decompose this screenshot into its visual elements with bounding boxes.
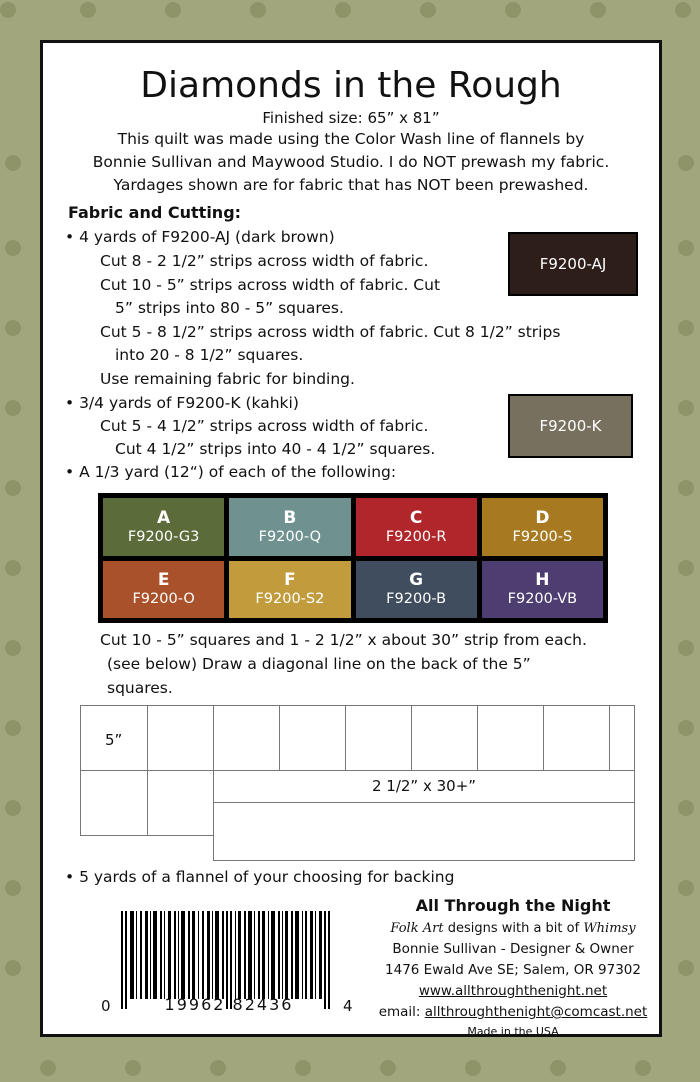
- email-link[interactable]: allthroughthenight@comcast.net: [424, 1004, 648, 1020]
- intro-line-3: Yardages shown are for fabric that has NOT been prewashed.: [113, 176, 589, 194]
- swatch-letter: E: [157, 570, 170, 591]
- swatch-letter: G: [409, 570, 424, 591]
- fabric1-line: Cut 8 - 2 1/2” strips across width of fabric.: [100, 252, 429, 270]
- fabric1-line: Cut 5 - 8 1/2” strips across width of fabric. Cut 8 1/2” strips: [100, 323, 561, 341]
- intro-line-1: This quilt was made using the Color Wash line of flannels by: [117, 130, 585, 148]
- email-line: [378, 1004, 648, 1020]
- swatch-cell: [482, 561, 603, 619]
- swatch-code: F9200-S2: [255, 591, 325, 608]
- swatch-cell: [356, 498, 477, 556]
- pattern-card: [40, 40, 662, 1037]
- swatch-letter: D: [535, 507, 550, 528]
- designer-line: Bonnie Sullivan - Designer & Owner: [392, 941, 634, 957]
- fabric1-line: 5” strips into 80 - 5” squares.: [115, 299, 344, 317]
- strip-size-label: 2 1/2” x 30+”: [371, 777, 477, 795]
- fabric-swatch-grid: [98, 493, 608, 623]
- barcode-left-digit: 0: [101, 997, 111, 1015]
- swatch-cell: [229, 561, 350, 619]
- fabric1-line: Cut 10 - 5” strips across width of fabric. Cut: [100, 276, 441, 294]
- finished-size: Finished size: 65” x 81”: [262, 109, 440, 127]
- fabric2-head: • 3/4 yards of F9200-K (kahki): [65, 394, 299, 412]
- swatch-letter: C: [409, 507, 423, 528]
- barcode-number: 19962 82436: [164, 995, 294, 1014]
- swatch-letter: A: [157, 507, 171, 528]
- swatch-code: F9200-R: [385, 528, 447, 545]
- fabric1-head: • 4 yards of F9200-AJ (dark brown): [65, 228, 335, 246]
- swatch-letter: F: [284, 570, 296, 591]
- swatch-cell: [229, 498, 350, 556]
- made-in-usa: Made in the USA: [467, 1025, 559, 1038]
- website-link[interactable]: www.allthroughthenight.net: [418, 983, 608, 999]
- fabric3-head: • A 1/3 yard (12“) of each of the following:: [65, 463, 397, 481]
- backing-note: • 5 yards of a flannel of your choosing for backing: [65, 868, 455, 886]
- swatch-code: F9200-B: [386, 591, 447, 608]
- swatch-code: F9200-Q: [258, 528, 322, 545]
- intro-line-2: Bonnie Sullivan and Maywood Studio. I do NOT prewash my fabric.: [92, 153, 610, 171]
- swatch-f9200-aj: F9200-AJ: [508, 232, 638, 296]
- swatch-code: F9200-S: [512, 528, 573, 545]
- fabric1-line: Use remaining fabric for binding.: [100, 370, 355, 388]
- swatch-cell: [103, 561, 224, 619]
- barcode-right-digit: 4: [343, 997, 353, 1015]
- swatch-f9200-k: F9200-K: [508, 394, 633, 458]
- cut-note-line: squares.: [107, 679, 173, 697]
- swatch-code: F9200-O: [132, 591, 195, 608]
- swatch-cell: [482, 498, 603, 556]
- swatch-letter: B: [283, 507, 297, 528]
- fabric2-line: Cut 4 1/2” strips into 40 - 4 1/2” squares.: [115, 440, 436, 458]
- fabric1-line: into 20 - 8 1/2” squares.: [115, 346, 304, 364]
- cut-note-line: Cut 10 - 5” squares and 1 - 2 1/2” x about 30” strip from each.: [100, 631, 587, 649]
- square-size-label: 5”: [105, 731, 123, 749]
- swatch-code: F9200-VB: [507, 591, 578, 608]
- swatch-cell: [103, 498, 224, 556]
- swatch-letter: H: [535, 570, 550, 591]
- cut-note-line: (see below) Draw a diagonal line on the back of the 5”: [107, 655, 531, 673]
- pattern-title: Diamonds in the Rough: [140, 65, 562, 106]
- tagline-whimsy: Whimsy: [583, 921, 636, 936]
- swatch-code: F9200-G3: [127, 528, 200, 545]
- address-line: 1476 Ewald Ave SE; Salem, OR 97302: [385, 962, 641, 978]
- tagline-folk-art: Folk Art: [390, 921, 444, 936]
- company-tagline: [378, 921, 648, 936]
- section-heading: Fabric and Cutting:: [68, 203, 242, 222]
- company-name: All Through the Night: [415, 896, 611, 915]
- tagline-text: designs with a bit of: [447, 921, 580, 936]
- swatch-cell: [356, 561, 477, 619]
- email-label: email:: [378, 1004, 421, 1020]
- fabric2-line: Cut 5 - 4 1/2” strips across width of fabric.: [100, 417, 429, 435]
